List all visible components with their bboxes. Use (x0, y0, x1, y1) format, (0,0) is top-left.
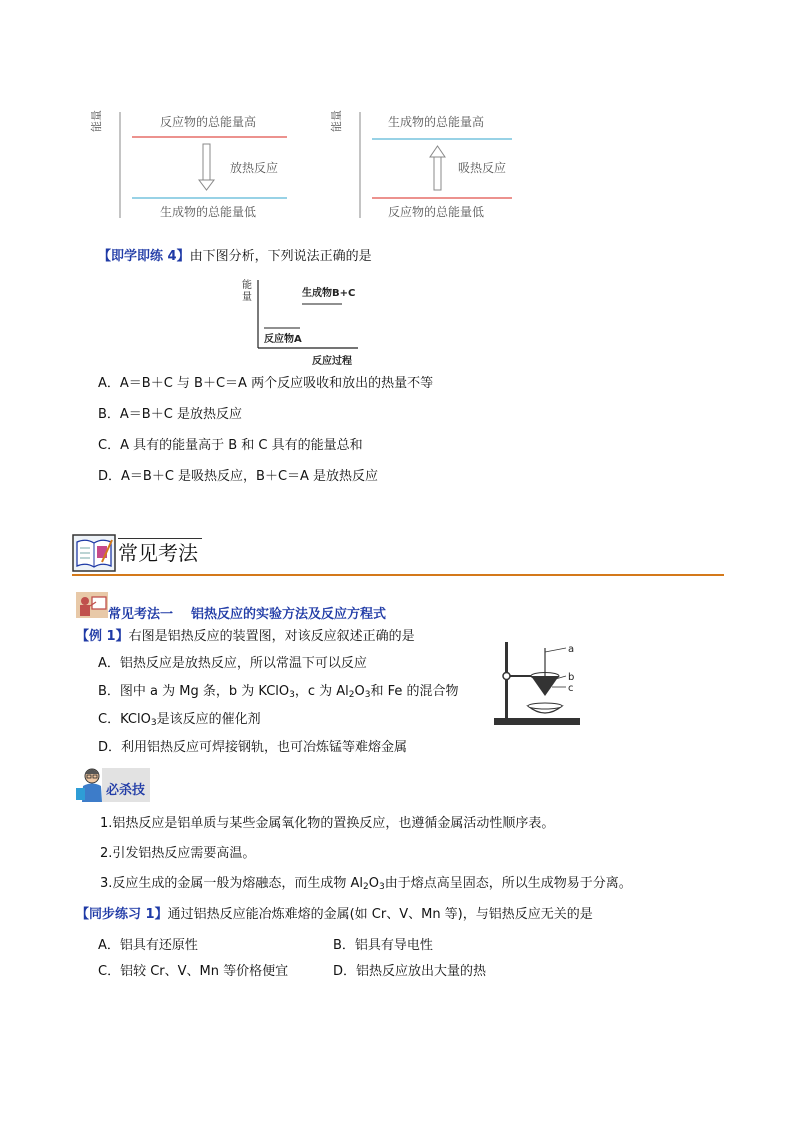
sync1-question (76, 906, 593, 924)
example1-text: 右图是铝热反应的装置图，对该反应叙述正确的是 (128, 629, 415, 644)
sync1-option-d: D．铝热反应放出大量的热 (333, 964, 487, 979)
right-top-label: 生成物的总能量高 (388, 115, 485, 129)
left-bottom-label: 生成物的总能量低 (160, 205, 257, 219)
section-divider (72, 574, 724, 576)
section-title-rule (118, 538, 202, 539)
example1-option-a: A．铝热反应是放热反应，所以常温下可以反应 (98, 656, 367, 671)
example1-option-c: C．KClO$_3$是该反应的催化剂 (98, 712, 261, 728)
tip-3: 3.反应生成的金属一般为熔融态，而生成物 $Al_2O_3$由于熔点高呈固态，所以生成物易于分离。 (100, 876, 632, 892)
tip-2: 2.引发铝热反应需要高温。 (100, 846, 256, 861)
practice4-question (98, 248, 372, 266)
practice4-tag: 【即学即练 4】 (98, 249, 190, 264)
graph-xlabel: 反应过程 (312, 356, 352, 367)
graph-high-label: 生成物B+C (302, 288, 356, 299)
endothermic-diagram (329, 110, 512, 219)
practice4-option-a: A．A＝B＋C 与 B＋C＝A 两个反应吸收和放出的热量不等 (98, 376, 434, 391)
method1-header (108, 606, 386, 624)
example1-question (76, 628, 415, 646)
sync1-option-a: A．铝具有还原性 (98, 938, 198, 953)
right-middle-label: 吸热反应 (458, 161, 507, 175)
apparatus-label-c: c (568, 683, 574, 694)
example1-tag: 【例 1】 (76, 629, 129, 644)
book-icon (72, 532, 116, 574)
example1-option-d: D．利用铝热反应可焊接钢轨，也可冶炼锰等难熔金属 (98, 740, 408, 755)
left-top-label: 反应物的总能量高 (160, 115, 257, 129)
left-ylabel: 能量 (90, 110, 103, 132)
apparatus-label-b: b (568, 672, 575, 683)
teacher-icon (76, 592, 108, 618)
sync1-option-c: C．铝较 Cr、V、Mn 等价格便宜 (98, 964, 289, 979)
energy-diagrams (90, 100, 530, 230)
apparatus-label-a: a (568, 644, 575, 655)
example1-option-b: B．图中 a 为 Mg 条，b 为 KClO$_3$，c 为 $Al_2O_3$和 Fe 的混合物 (98, 684, 459, 700)
graph-low-label: 反应物A (264, 334, 302, 345)
practice4-option-b: B．A＝B＋C 是放热反应 (98, 407, 242, 422)
method1-title: 铝热反应的实验方法及反应方程式 (191, 607, 387, 622)
right-ylabel: 能量 (330, 110, 343, 132)
sync1-text: 通过铝热反应能冶炼难熔的金属(如 Cr、V、Mn 等)，与铝热反应无关的是 (167, 907, 593, 922)
practice4-text: 由下图分析，下列说法正确的是 (189, 249, 372, 264)
method1-tag: 常见考法一 (108, 607, 174, 622)
tip-1: 1.铝热反应是铝单质与某些金属氧化物的置换反应，也遵循金属活动性顺序表。 (100, 816, 555, 831)
tips-title: 必杀技 (106, 783, 146, 798)
sync1-tag: 【同步练习 1】 (76, 907, 168, 922)
exothermic-diagram (90, 110, 287, 219)
left-middle-label: 放热反应 (230, 161, 279, 175)
graph-ylabel-2: 量 (242, 292, 252, 303)
practice4-option-c: C．A 具有的能量高于 B 和 C 具有的能量总和 (98, 438, 363, 453)
tips-person-icon (74, 766, 104, 802)
thermite-apparatus-figure (492, 638, 592, 728)
graph-ylabel-1: 能 (242, 280, 252, 291)
right-bottom-label: 反应物的总能量低 (388, 205, 485, 219)
practice4-option-d: D．A＝B＋C 是吸热反应，B＋C＝A 是放热反应 (98, 469, 379, 484)
section-title: 常见考法 (118, 541, 198, 565)
sync1-option-b: B．铝具有导电性 (333, 938, 433, 953)
practice4-graph (240, 274, 370, 370)
